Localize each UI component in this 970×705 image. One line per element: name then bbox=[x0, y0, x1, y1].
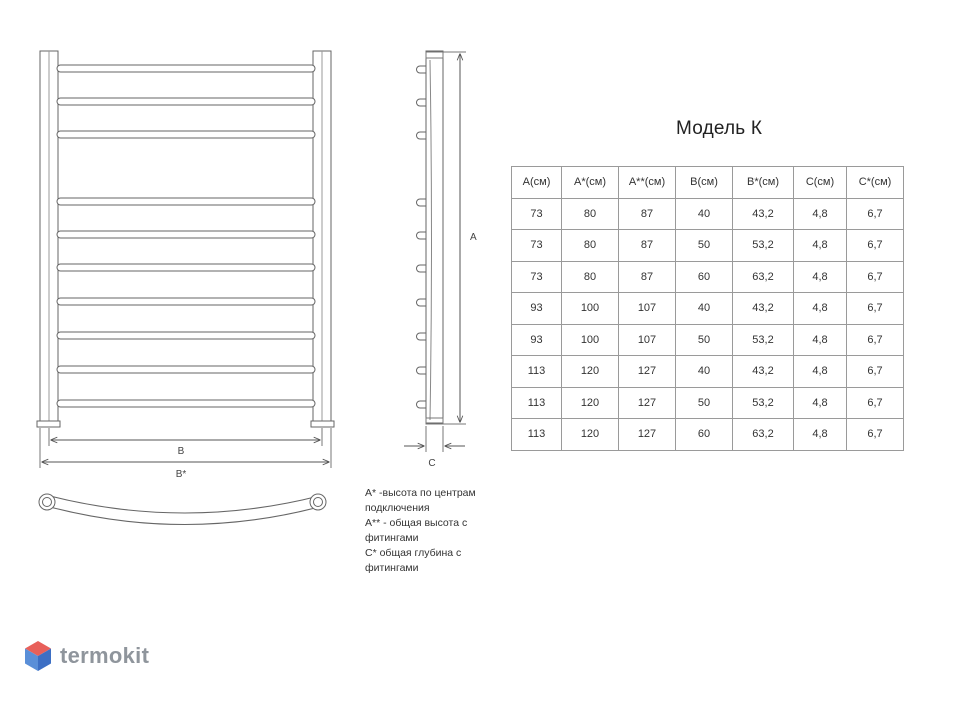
table-cell: 6,7 bbox=[847, 261, 904, 293]
table-cell: 87 bbox=[619, 261, 676, 293]
front-view bbox=[37, 51, 334, 468]
dimension-c-label: C bbox=[428, 458, 436, 469]
table-cell: 100 bbox=[562, 293, 619, 325]
side-upright bbox=[426, 51, 443, 423]
header-cell: B*(см) bbox=[733, 167, 794, 199]
table-cell: 100 bbox=[562, 324, 619, 356]
brand-logo bbox=[24, 640, 149, 672]
table-cell: 50 bbox=[676, 324, 733, 356]
dimension-b-star-label: B* bbox=[175, 469, 187, 480]
note-line: C* общая глубина с bbox=[365, 547, 462, 559]
header-cell: A**(см) bbox=[619, 167, 676, 199]
rung bbox=[57, 400, 315, 407]
rungs bbox=[57, 65, 315, 407]
table-cell: 53,2 bbox=[733, 230, 794, 262]
table-cell: 127 bbox=[619, 356, 676, 388]
header-cell: A*(см) bbox=[562, 167, 619, 199]
note-line: A** - общая высота с bbox=[365, 517, 468, 529]
table-cell: 4,8 bbox=[794, 356, 847, 388]
rung bbox=[57, 98, 315, 105]
table-row bbox=[512, 293, 904, 325]
table-cell: 107 bbox=[619, 324, 676, 356]
table-cell: 4,8 bbox=[794, 324, 847, 356]
left-pipe-section bbox=[39, 494, 55, 510]
table-cell: 4,8 bbox=[794, 230, 847, 262]
table-cell: 80 bbox=[562, 230, 619, 262]
table-row bbox=[512, 261, 904, 293]
table-cell: 120 bbox=[562, 356, 619, 388]
table-cell: 50 bbox=[676, 387, 733, 419]
table-row bbox=[512, 387, 904, 419]
table-row bbox=[512, 356, 904, 388]
table-cell: 107 bbox=[619, 293, 676, 325]
table-cell: 6,7 bbox=[847, 356, 904, 388]
table-cell: 63,2 bbox=[733, 419, 794, 451]
table-cell: 40 bbox=[676, 293, 733, 325]
table-cell: 80 bbox=[562, 261, 619, 293]
table-cell: 127 bbox=[619, 419, 676, 451]
table-cell: 6,7 bbox=[847, 324, 904, 356]
table-cell: 73 bbox=[512, 230, 562, 262]
table-cell: 120 bbox=[562, 387, 619, 419]
dimension-a-label: A bbox=[470, 232, 477, 243]
spec-table bbox=[511, 166, 904, 451]
right-pipe-section bbox=[310, 494, 326, 510]
table-cell: 127 bbox=[619, 387, 676, 419]
table-cell: 113 bbox=[512, 356, 562, 388]
table-cell: 4,8 bbox=[794, 419, 847, 451]
rung bbox=[57, 231, 315, 238]
dimension-b-label: B bbox=[177, 446, 185, 457]
table-cell: 87 bbox=[619, 198, 676, 230]
table-cell: 53,2 bbox=[733, 324, 794, 356]
table-cell: 4,8 bbox=[794, 198, 847, 230]
rung bbox=[57, 131, 315, 138]
dimension-notes bbox=[365, 486, 505, 576]
table-cell: 6,7 bbox=[847, 387, 904, 419]
table-cell: 60 bbox=[676, 261, 733, 293]
rung bbox=[57, 264, 315, 271]
brand-name: termokit bbox=[60, 643, 150, 668]
rung bbox=[57, 332, 315, 339]
table-cell: 53,2 bbox=[733, 387, 794, 419]
table-cell: 40 bbox=[676, 198, 733, 230]
right-fitting bbox=[311, 421, 334, 427]
table-cell: 93 bbox=[512, 293, 562, 325]
table-cell: 4,8 bbox=[794, 261, 847, 293]
rung bbox=[57, 298, 315, 305]
table-cell: 113 bbox=[512, 387, 562, 419]
table-cell: 40 bbox=[676, 356, 733, 388]
table-cell: 80 bbox=[562, 198, 619, 230]
note-line: фитингами bbox=[365, 562, 419, 574]
table-cell: 4,8 bbox=[794, 293, 847, 325]
header-cell: C(см) bbox=[794, 167, 847, 199]
side-rung-ends bbox=[417, 66, 426, 408]
hexagon-cube-icon bbox=[24, 640, 52, 672]
header-cell: C*(см) bbox=[847, 167, 904, 199]
table-cell: 43,2 bbox=[733, 356, 794, 388]
note-line: A* -высота по центрам bbox=[365, 487, 476, 499]
left-fitting bbox=[37, 421, 60, 427]
model-title: Модель К bbox=[676, 118, 763, 139]
table-row bbox=[512, 198, 904, 230]
note-line: подключения bbox=[365, 502, 430, 514]
top-view bbox=[39, 494, 326, 525]
table-cell: 63,2 bbox=[733, 261, 794, 293]
rung bbox=[57, 366, 315, 373]
table-cell: 73 bbox=[512, 198, 562, 230]
table-cell: 4,8 bbox=[794, 387, 847, 419]
table-row bbox=[512, 324, 904, 356]
table-cell: 6,7 bbox=[847, 198, 904, 230]
table-cell: 120 bbox=[562, 419, 619, 451]
table-cell: 93 bbox=[512, 324, 562, 356]
table-cell: 113 bbox=[512, 419, 562, 451]
table-cell: 6,7 bbox=[847, 230, 904, 262]
header-cell: A(см) bbox=[512, 167, 562, 199]
table-cell: 73 bbox=[512, 261, 562, 293]
table-cell: 87 bbox=[619, 230, 676, 262]
table-cell: 43,2 bbox=[733, 293, 794, 325]
side-view bbox=[404, 51, 466, 452]
table-cell: 43,2 bbox=[733, 198, 794, 230]
table-row bbox=[512, 230, 904, 262]
table-cell: 50 bbox=[676, 230, 733, 262]
table-cell: 6,7 bbox=[847, 293, 904, 325]
table-cell: 60 bbox=[676, 419, 733, 451]
table-header-row bbox=[512, 167, 904, 199]
rung bbox=[57, 198, 315, 205]
note-line: фитингами bbox=[365, 532, 419, 544]
header-cell: B(см) bbox=[676, 167, 733, 199]
rung bbox=[57, 65, 315, 72]
table-row bbox=[512, 419, 904, 451]
table-cell: 6,7 bbox=[847, 419, 904, 451]
